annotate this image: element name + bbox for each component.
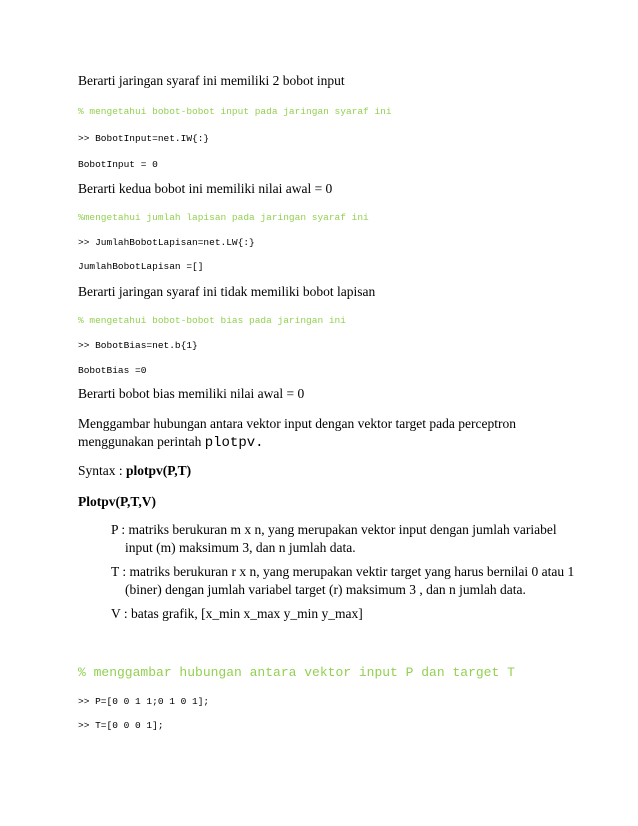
syntax-value: plotpv(P,T) xyxy=(126,463,192,478)
code-output: BobotInput = 0 xyxy=(78,159,158,170)
code-line: >> JumlahBobotLapisan=net.LW{:} xyxy=(78,237,255,248)
code-output: JumlahBobotLapisan =[] xyxy=(78,261,204,272)
text-line: Berarti jaringan syaraf ini tidak memiliki bobot lapisan xyxy=(78,284,376,299)
code-comment: % mengetahui bobot-bobot bias pada jaringan ini xyxy=(78,315,346,326)
code-comment: %mengetahui jumlah lapisan pada jaringan syaraf ini xyxy=(78,212,369,223)
code-line: >> P=[0 0 1 1;0 1 0 1]; xyxy=(78,696,210,707)
code-comment: % mengetahui bobot-bobot input pada jaringan syaraf ini xyxy=(78,106,392,117)
text-line: Berarti kedua bobot ini memiliki nilai awal = 0 xyxy=(78,181,333,196)
code-output: BobotBias =0 xyxy=(78,365,147,376)
definition-t: T : matriks berukuran r x n, yang merupakan vektir target yang harus bernilai 0 atau 1 (biner) dengan jumlah variabel target (r) maksimum 3 , dan n jumlah data. xyxy=(111,564,575,597)
paragraph xyxy=(78,415,568,452)
text-line: Berarti bobot bias memiliki nilai awal = 0 xyxy=(78,386,305,401)
code-line: >> BobotBias=net.b{1} xyxy=(78,340,198,351)
text-line: Berarti jaringan syaraf ini memiliki 2 bobot input xyxy=(78,73,345,88)
plotpv-heading: Plotpv(P,T,V) xyxy=(78,494,157,509)
definition-v: V : batas grafik, [x_min x_max y_min y_max] xyxy=(111,606,363,621)
syntax-label: Syntax : xyxy=(78,463,127,478)
code-line: >> T=[0 0 0 1]; xyxy=(78,720,164,731)
paragraph-text: Menggambar hubungan antara vektor input dengan vektor target pada perceptron menggunakan perintah xyxy=(78,416,516,449)
code-line: >> BobotInput=net.IW{:} xyxy=(78,133,210,144)
code-comment: % menggambar hubungan antara vektor input P dan target T xyxy=(78,665,515,680)
syntax-line xyxy=(78,463,191,479)
definition-p: P : matriks berukuran m x n, yang merupakan vektor input dengan jumlah variabel input (m) maksimum 3, dan n jumlah data. xyxy=(111,522,557,555)
inline-code: plotpv. xyxy=(204,435,264,451)
